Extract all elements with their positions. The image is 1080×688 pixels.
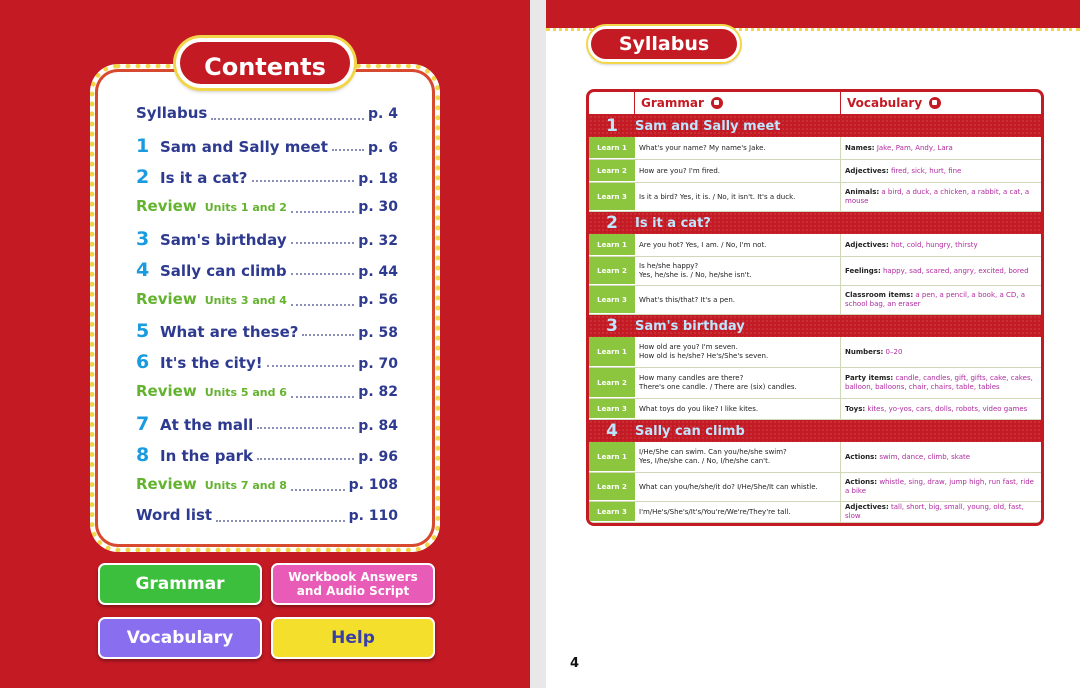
vocabulary-label: Animals: [845, 188, 880, 196]
vocabulary-cell [841, 399, 1041, 419]
grammar-line: What toys do you like? I like kites. [639, 404, 759, 413]
toc-title: What are these? [160, 323, 299, 341]
grammar-line: What's this/that? It's a pen. [639, 295, 736, 304]
toc-entry[interactable] [136, 475, 398, 499]
toc-page-number: p. 6 [368, 140, 398, 156]
vocabulary-button[interactable]: Vocabulary [98, 617, 262, 659]
vocabulary-label: Adjectives: [845, 503, 889, 511]
learn-tag[interactable]: Learn 2 [589, 473, 635, 501]
grammar-cell [635, 337, 841, 367]
grammar-button[interactable]: Grammar [98, 563, 262, 605]
vocabulary-cell [841, 368, 1041, 398]
toc-leader-dots [302, 334, 354, 336]
toc-leader-dots [257, 458, 354, 460]
toc-entry[interactable] [136, 197, 398, 221]
workbook-answers-button[interactable] [271, 563, 435, 605]
toc-entry[interactable] [136, 228, 398, 252]
toc-title: Review [136, 197, 197, 215]
grammar-cell [635, 368, 841, 398]
grammar-line: What's your name? My name's Jake. [639, 143, 766, 152]
learn-row [589, 473, 1041, 502]
toc-leader-dots [291, 489, 345, 491]
grammar-line: Is it a bird? Yes, it is. / No, it isn't. It's a duck. [639, 192, 796, 201]
learn-tag[interactable]: Learn 1 [589, 442, 635, 472]
toc-unit-number: 6 [136, 351, 150, 373]
vocabulary-line [845, 188, 1037, 206]
vocabulary-label: Names: [845, 143, 875, 152]
toc-entry[interactable] [136, 413, 398, 437]
toc-title: In the park [160, 447, 253, 465]
toc-page-number: p. 58 [358, 325, 398, 341]
toc-leader-dots [291, 242, 355, 244]
learn-row [589, 234, 1041, 257]
learn-row [589, 502, 1041, 523]
vocabulary-header [841, 92, 1041, 114]
toc-subtitle: Units 3 and 4 [204, 294, 287, 307]
learn-row [589, 442, 1041, 473]
vocabulary-cell [841, 234, 1041, 256]
learn-tag[interactable]: Learn 2 [589, 368, 635, 398]
toc-page-number: p. 4 [368, 106, 398, 122]
toc-page-number: p. 82 [358, 384, 398, 400]
toc-title: Review [136, 290, 197, 308]
audio-icon[interactable] [929, 97, 941, 109]
vocabulary-line [845, 453, 1037, 462]
vocabulary-label: Feelings: [845, 266, 881, 275]
vocabulary-words: candle, candles, gift, gifts, cake, cakes, balloon, balloons, chair, chairs, table, tables [845, 374, 1033, 391]
vocabulary-cell [841, 337, 1041, 367]
toc-leader-dots [216, 520, 345, 522]
learn-row [589, 337, 1041, 368]
toc-subtitle: Units 5 and 6 [204, 386, 287, 399]
grammar-cell [635, 160, 841, 182]
toc-entry[interactable] [136, 166, 398, 190]
toc-title: Sam and Sally meet [160, 138, 328, 156]
grammar-cell [635, 442, 841, 472]
vocabulary-label: Adjectives: [845, 166, 889, 175]
workbook-button-line1: Workbook Answers [288, 570, 418, 584]
toc-page-number: p. 30 [358, 199, 398, 215]
syllabus-title: Syllabus [588, 26, 740, 62]
header-spacer [589, 92, 635, 114]
toc-title: Syllabus [136, 104, 208, 122]
learn-row [589, 183, 1041, 212]
contents-page [0, 0, 530, 688]
toc-unit-number: 8 [136, 444, 150, 466]
grammar-cell [635, 234, 841, 256]
vocabulary-words: hot, cold, hungry, thirsty [890, 240, 978, 249]
page-number: 4 [570, 656, 580, 671]
vocabulary-label: Toys: [845, 404, 866, 413]
grammar-cell [635, 473, 841, 501]
toc-page-number: p. 32 [358, 233, 398, 249]
vocabulary-cell [841, 502, 1041, 522]
toc-leader-dots [252, 180, 355, 182]
units-container [589, 115, 1041, 523]
toc-unit-number: 2 [136, 166, 150, 188]
syllabus-table [586, 89, 1044, 526]
learn-row [589, 160, 1041, 183]
unit-number: 4 [606, 421, 618, 441]
contents-title: Contents [176, 38, 354, 88]
grammar-line: How many candles are there? [639, 374, 744, 382]
unit-number: 2 [606, 213, 618, 233]
vocabulary-words: happy, sad, scared, angry, excited, bored [883, 266, 1029, 275]
help-button[interactable]: Help [271, 617, 435, 659]
toc-subtitle: Units 1 and 2 [204, 201, 287, 214]
vocabulary-words: kites, yo-yos, cars, dolls, robots, video games [867, 404, 1028, 413]
vocabulary-cell [841, 160, 1041, 182]
toc-entry[interactable] [136, 135, 398, 159]
grammar-header [635, 92, 841, 114]
toc-unit-number: 1 [136, 135, 150, 157]
workbook-button-line2: and Audio Script [296, 584, 410, 598]
grammar-line: How old are you? I'm seven. [639, 343, 738, 351]
unit-name: Sally can climb [635, 423, 745, 439]
vocabulary-words: Jake, Pam, Andy, Lara [876, 143, 953, 152]
grammar-cell [635, 183, 841, 211]
toc-title: It's the city! [160, 354, 263, 372]
vocabulary-words: 0–20 [885, 347, 903, 356]
grammar-line: How old is he/she? He's/She's seven. [639, 352, 769, 360]
learn-tag[interactable]: Learn 1 [589, 137, 635, 159]
vocabulary-cell [841, 183, 1041, 211]
toc-page-number: p. 18 [358, 171, 398, 187]
grammar-line: I'm/He's/She's/It's/You're/We're/They're tall. [639, 507, 791, 516]
grammar-line: Are you hot? Yes, I am. / No, I'm not. [639, 240, 767, 249]
unit-number: 1 [606, 116, 618, 136]
vocabulary-line [845, 241, 1037, 250]
toc-page-number: p. 96 [358, 449, 398, 465]
vocabulary-cell [841, 286, 1041, 314]
vocabulary-line [845, 478, 1037, 496]
grammar-cell [635, 286, 841, 314]
grammar-cell [635, 137, 841, 159]
unit-name: Sam and Sally meet [635, 118, 781, 134]
vocabulary-line [845, 503, 1037, 521]
grammar-header-label: Grammar [641, 96, 704, 110]
toc-title: Is it a cat? [160, 169, 248, 187]
toc-leader-dots [291, 211, 354, 213]
learn-row [589, 137, 1041, 160]
toc-leader-dots [257, 427, 354, 429]
toc-unit-number: 5 [136, 320, 150, 342]
toc-leader-dots [332, 149, 364, 151]
unit-header[interactable] [589, 115, 1041, 137]
grammar-line: How are you? I'm fired. [639, 166, 720, 175]
vocabulary-line [845, 374, 1037, 392]
toc-entry[interactable] [136, 320, 398, 344]
vocabulary-words: a pen, a pencil, a book, a CD, a school bag, an eraser [845, 291, 1025, 308]
unit-number: 3 [606, 316, 618, 336]
vocabulary-line [845, 348, 1037, 357]
toc-title: Sam's birthday [160, 231, 287, 249]
toc-title: At the mall [160, 416, 254, 434]
vocabulary-line [845, 144, 1037, 153]
toc-title: Review [136, 475, 197, 493]
vocabulary-line [845, 405, 1037, 414]
toc-page-number: p. 56 [358, 292, 398, 308]
vocabulary-cell [841, 473, 1041, 501]
toc-entry[interactable] [136, 259, 398, 283]
audio-icon[interactable] [711, 97, 723, 109]
syllabus-page [546, 0, 1080, 688]
grammar-line: What can you/he/she/it do? I/He/She/It can whistle. [639, 482, 818, 491]
toc-leader-dots [267, 365, 355, 367]
toc-entry[interactable] [136, 444, 398, 468]
grammar-cell [635, 502, 841, 522]
toc-leader-dots [211, 118, 364, 120]
toc-entry[interactable] [136, 104, 398, 128]
vocabulary-label: Party items: [845, 374, 894, 382]
toc-page-number: p. 110 [348, 508, 398, 524]
toc-leader-dots [291, 396, 354, 398]
grammar-line: Yes, he/she is. / No, he/she isn't. [639, 271, 752, 279]
toc-entry[interactable] [136, 351, 398, 375]
toc-title: Word list [136, 506, 213, 524]
toc-entry[interactable] [136, 506, 398, 530]
toc-page-number: p. 108 [348, 477, 398, 493]
vocabulary-words: a bird, a duck, a chicken, a rabbit, a cat, a mouse [845, 188, 1030, 205]
vocabulary-label: Classroom items: [845, 291, 914, 299]
learn-row [589, 257, 1041, 286]
vocabulary-label: Actions: [845, 478, 878, 486]
unit-header[interactable] [589, 212, 1041, 234]
vocabulary-words: whistle, sing, draw, jump high, run fast, ride a bike [845, 478, 1034, 495]
learn-tag[interactable]: Learn 3 [589, 183, 635, 211]
grammar-line: I/He/She can swim. Can you/he/she swim? [639, 448, 787, 456]
unit-name: Is it a cat? [635, 215, 711, 231]
toc-entry[interactable] [136, 382, 398, 406]
unit-header[interactable] [589, 420, 1041, 442]
vocabulary-label: Actions: [845, 452, 878, 461]
vocabulary-cell [841, 137, 1041, 159]
learn-tag[interactable]: Learn 3 [589, 399, 635, 419]
learn-tag[interactable]: Learn 3 [589, 502, 635, 522]
toc-leader-dots [291, 273, 355, 275]
grammar-cell [635, 399, 841, 419]
learn-row [589, 399, 1041, 420]
learn-row [589, 368, 1041, 399]
toc-subtitle: Units 7 and 8 [204, 479, 287, 492]
vocabulary-words: fired, sick, hurt, fine [890, 166, 962, 175]
vocabulary-line [845, 291, 1037, 309]
toc-unit-number: 7 [136, 413, 150, 435]
learn-tag[interactable]: Learn 2 [589, 257, 635, 285]
grammar-line: Is he/she happy? [639, 262, 699, 270]
learn-tag[interactable]: Learn 1 [589, 337, 635, 367]
vocabulary-words: tall, short, big, small, young, old, fast, slow [845, 503, 1024, 520]
vocabulary-cell [841, 257, 1041, 285]
toc-page-number: p. 84 [358, 418, 398, 434]
toc-leader-dots [291, 304, 354, 306]
vocabulary-line [845, 267, 1037, 276]
learn-row [589, 286, 1041, 315]
grammar-cell [635, 257, 841, 285]
toc-page-number: p. 44 [358, 264, 398, 280]
toc-unit-number: 3 [136, 228, 150, 250]
vocabulary-header-label: Vocabulary [847, 96, 923, 110]
learn-tag[interactable]: Learn 2 [589, 160, 635, 182]
toc-entry[interactable] [136, 290, 398, 314]
vocabulary-words: swim, dance, climb, skate [879, 452, 971, 461]
vocabulary-line [845, 167, 1037, 176]
toc-title: Review [136, 382, 197, 400]
unit-header[interactable] [589, 315, 1041, 337]
grammar-line: Yes, I/he/she can. / No, I/he/she can't. [639, 457, 771, 465]
unit-name: Sam's birthday [635, 318, 745, 334]
toc-page-number: p. 70 [358, 356, 398, 372]
vocabulary-cell [841, 442, 1041, 472]
learn-tag[interactable]: Learn 1 [589, 234, 635, 256]
vocabulary-label: Numbers: [845, 347, 884, 356]
toc-title: Sally can climb [160, 262, 287, 280]
table-header [589, 92, 1041, 115]
grammar-line: There's one candle. / There are (six) candles. [639, 383, 797, 391]
header-band [546, 0, 1080, 28]
learn-tag[interactable]: Learn 3 [589, 286, 635, 314]
vocabulary-label: Adjectives: [845, 240, 889, 249]
toc-unit-number: 4 [136, 259, 150, 281]
